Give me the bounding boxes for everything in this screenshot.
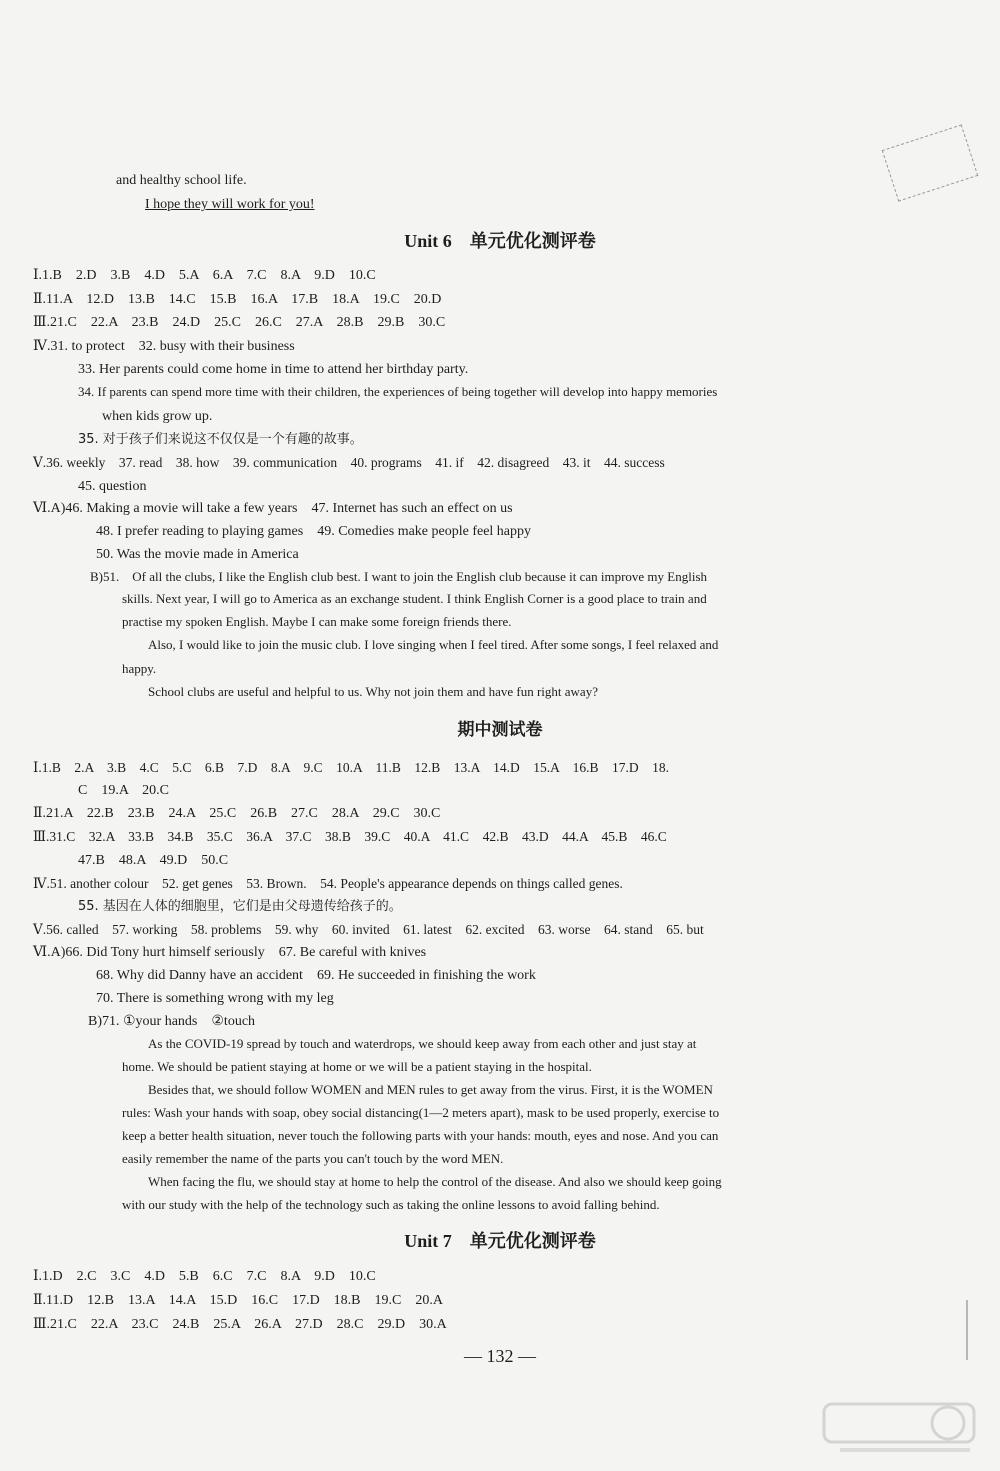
answer-line: 50. Was the movie made in America (96, 547, 299, 562)
answer-line: Ⅴ.36. weekly 37. read 38. how 39. communication 40. programs 41. if 42. disagreed 43. it 44. success (33, 455, 665, 470)
unit6-heading: Unit 6 单元优化测评卷 (404, 231, 596, 251)
answer-line: happy. (122, 661, 157, 676)
answer-line: when kids grow up. (102, 409, 213, 424)
answer-line: Besides that, we should follow WOMEN and MEN rules to get away from the virus. First, it is the WOMEN (148, 1082, 713, 1097)
answer-line: B)51. Of all the clubs, I like the English club best. I want to join the English club because it can improve my English (90, 569, 708, 584)
answer-line: Ⅰ.1.D 2.C 3.C 4.D 5.B 6.C 7.C 8.A 9.D 10.C (33, 1269, 376, 1284)
intro-line: and healthy school life. (116, 173, 247, 188)
unit7-heading: Unit 7 单元优化测评卷 (404, 1231, 596, 1251)
answer-line: 55. 基因在人体的细胞里，它们是由父母遗传给孩子的。 (78, 899, 402, 914)
answer-line: Ⅱ.11.A 12.D 13.B 14.C 15.B 16.A 17.B 18.A 19.C 20.D (33, 292, 442, 307)
answer-line: Ⅰ.1.B 2.A 3.B 4.C 5.C 6.B 7.D 8.A 9.C 10.A 11.B 12.B 13.A 14.D 15.A 16.B 17.D 18. (33, 760, 670, 775)
answer-line: easily remember the name of the parts you can't touch by the word MEN. (122, 1151, 504, 1166)
answer-line: Also, I would like to join the music club. I love singing when I feel tired. After some songs, I feel relaxed and (148, 637, 719, 652)
answer-line: 33. Her parents could come home in time to attend her birthday party. (78, 362, 469, 377)
answer-line: skills. Next year, I will go to America as an exchange student. I think English Corner is a good place to train and (122, 591, 707, 606)
answer-line: Ⅱ.21.A 22.B 23.B 24.A 25.C 26.B 27.C 28.A 29.C 30.C (33, 806, 441, 821)
midterm-heading: 期中测试卷 (457, 720, 543, 740)
answer-line: 48. I prefer reading to playing games 49. Comedies make people feel happy (96, 524, 532, 539)
answer-line: practise my spoken English. Maybe I can make some foreign friends there. (122, 614, 512, 629)
answer-line: rules: Wash your hands with soap, obey social distancing(1—2 meters apart), mask to be used properly, exercise to (122, 1105, 720, 1120)
answer-line: Ⅰ.1.B 2.D 3.B 4.D 5.A 6.A 7.C 8.A 9.D 10.C (33, 268, 376, 283)
answer-line: with our study with the help of the technology such as taking the online lessons to avoid falling behind. (122, 1197, 660, 1212)
page-number: — 132 — (464, 1346, 536, 1366)
answer-line: 70. There is something wrong with my leg (96, 991, 334, 1006)
answer-line: keep a better health situation, never touch the following parts with your hands: mouth, eyes and nose. And you can (122, 1128, 719, 1143)
answer-line: 34. If parents can spend more time with their children, the experiences of being together will develop into happy memories (78, 384, 718, 399)
answer-line: Ⅴ.56. called 57. working 58. problems 59. why 60. invited 61. latest 62. excited 63. worse 64. stand 65. but (33, 922, 704, 937)
corner-stamp (882, 124, 979, 201)
answer-line: Ⅵ.A)66. Did Tony hurt himself seriously 67. Be careful with knives (33, 945, 427, 960)
answer-line: Ⅵ.A)46. Making a movie will take a few years 47. Internet has such an effect on us (33, 501, 513, 516)
answer-line: C 19.A 20.C (78, 783, 170, 798)
answer-line: Ⅲ.21.C 22.A 23.C 24.B 25.A 26.A 27.D 28.C 29.D 30.A (33, 1317, 447, 1332)
answer-line: Ⅳ.31. to protect 32. busy with their business (33, 339, 295, 354)
answer-line: School clubs are useful and helpful to us. Why not join them and have fun right away? (148, 684, 598, 699)
intro-closing-line: I hope they will work for you! (145, 197, 315, 212)
answer-line: 35. 对于孩子们来说这不仅仅是一个有趣的故事。 (78, 432, 363, 447)
answer-line: 68. Why did Danny have an accident 69. He succeeded in finishing the work (96, 968, 536, 983)
answer-line: B)71. ①your hands ②touch (88, 1014, 256, 1029)
answer-line: Ⅲ.21.C 22.A 23.B 24.D 25.C 26.C 27.A 28.B 29.B 30.C (33, 315, 446, 330)
answer-line: Ⅱ.11.D 12.B 13.A 14.A 15.D 16.C 17.D 18.B 19.C 20.A (33, 1293, 443, 1308)
answer-line: home. We should be patient staying at home or we will be a patient staying in the hospital. (122, 1059, 592, 1074)
answer-line: 45. question (78, 479, 147, 494)
answer-line: Ⅲ.31.C 32.A 33.B 34.B 35.C 36.A 37.C 38.B 39.C 40.A 41.C 42.B 43.D 44.A 45.B 46.C (33, 829, 667, 844)
answer-line: As the COVID-19 spread by touch and waterdrops, we should keep away from each other and just stay at (148, 1036, 697, 1051)
answer-line: When facing the flu, we should stay at home to help the control of the disease. And also we should keep going (148, 1174, 722, 1189)
answer-line: Ⅳ.51. another colour 52. get genes 53. Brown. 54. People's appearance depends on things called genes. (33, 876, 623, 891)
answer-line: 47.B 48.A 49.D 50.C (78, 853, 229, 868)
watermark-logo (820, 1398, 980, 1462)
